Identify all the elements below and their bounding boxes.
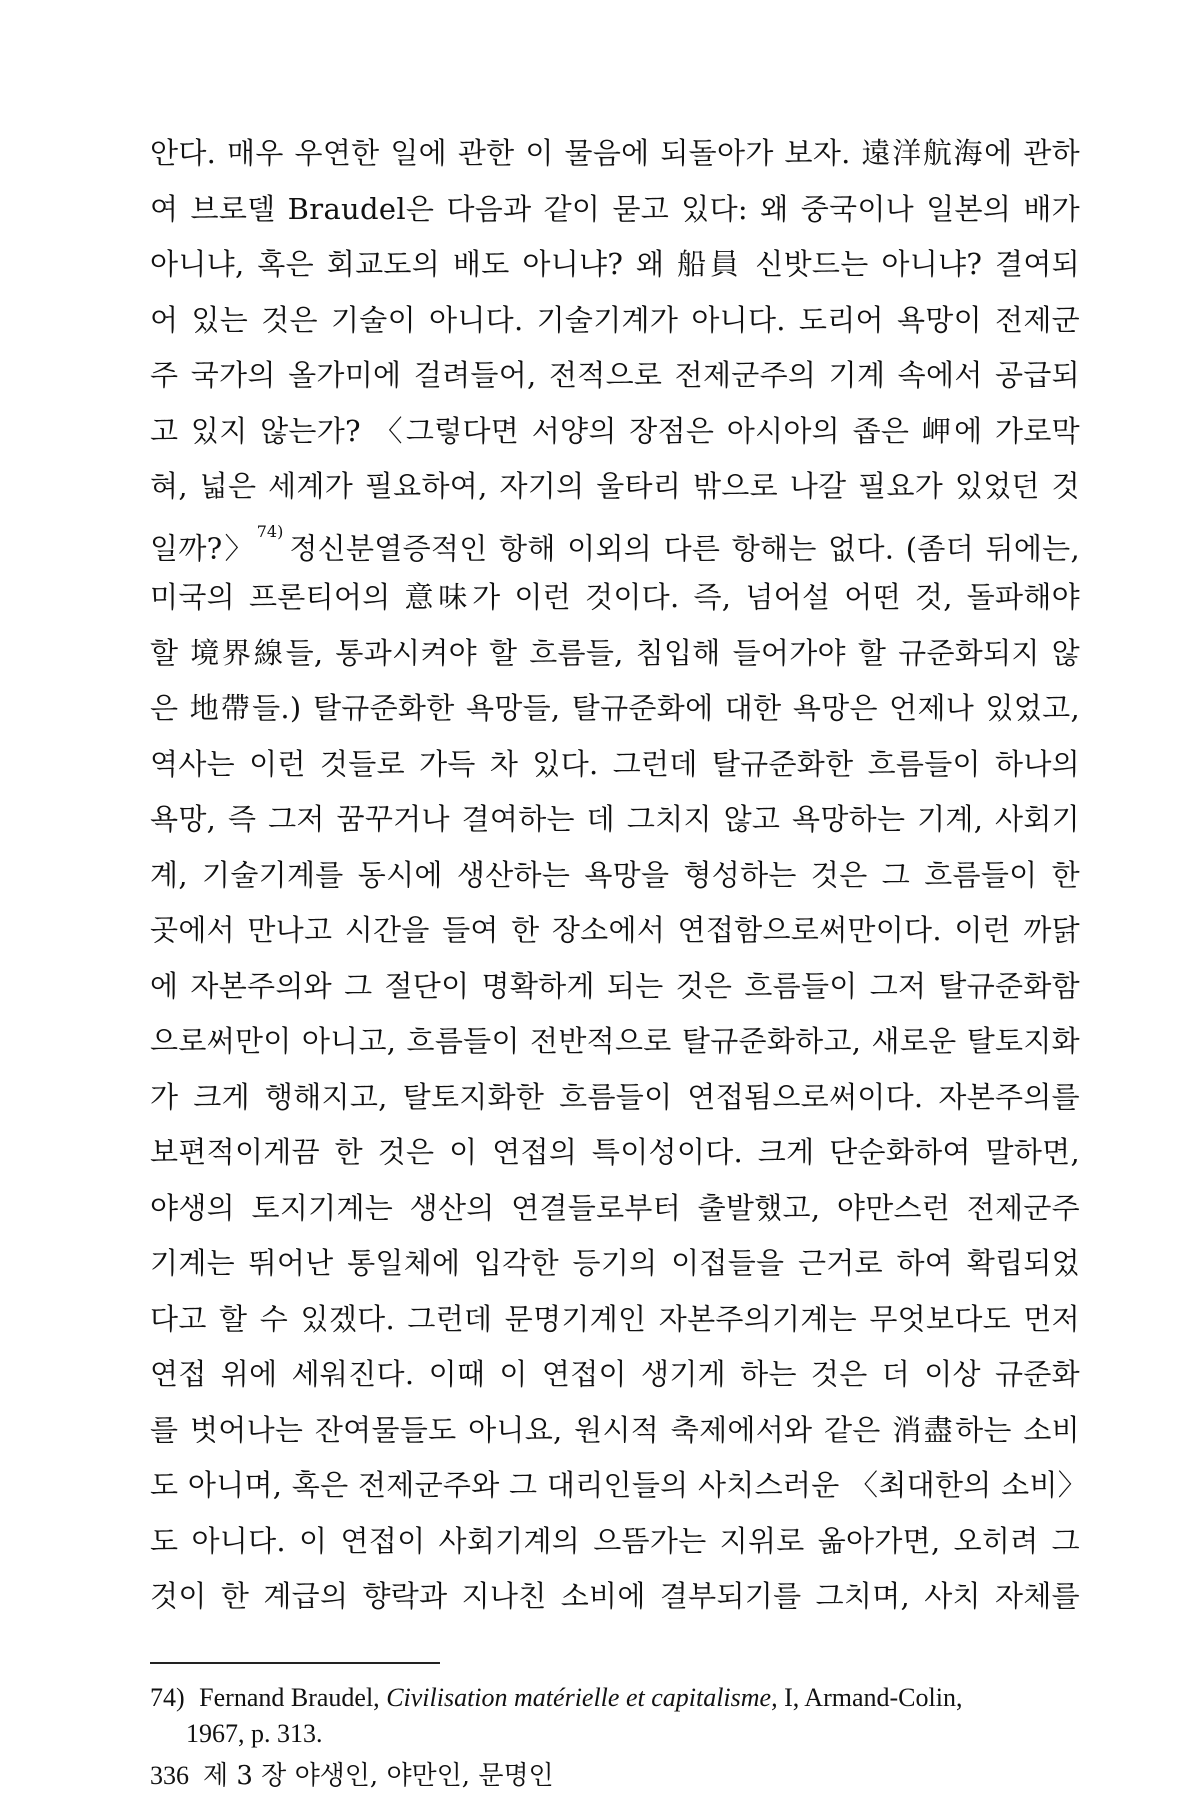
footnote-author: Fernand Braudel, [199,1683,380,1712]
footnote-reference: 74) [256,521,284,541]
text-line: 도 아니다. 이 연접이 사회기계의 으뜸가는 지위로 옮아가면, 오히려 그 [150,1523,1080,1558]
running-chapter-title: 제 3 장 야생인, 야만인, 문명인 [203,1761,554,1791]
text-segment: 정신분열증적인 항해 이외의 다른 항해는 없다. (좀더 뒤에는, [289,531,1080,566]
text-line: 가 크게 행해지고, 탈토지화한 흐름들이 연접됨으로써이다. 자본주의를 [150,1079,1080,1114]
text-line: 으로써만이 아니고, 흐름들이 전반적으로 탈규준화하고, 새로운 탈토지화 [150,1024,1080,1058]
text-line: 역사는 이런 것들로 가득 차 있다. 그런데 탈규준화한 흐름들이 하나의 [150,746,1080,781]
text-segment: 일까?〉 [150,531,256,566]
page-footer [150,1760,554,1792]
text-line: 어 있는 것은 기술이 아니다. 기술기계가 아니다. 도리어 욕망이 전제군 [150,302,1080,337]
page-number: 336 [150,1761,189,1790]
footnote-number: 74) [150,1683,185,1712]
text-line: 계, 기술기계를 동시에 생산하는 욕망을 형성하는 것은 그 흐름들이 한 [150,857,1080,892]
text-line: 은 地帶들.) 탈규준화한 욕망들, 탈규준화에 대한 욕망은 언제나 있었고, [150,691,1080,725]
body-text [150,126,1088,1625]
text-line: 연접 위에 세워진다. 이때 이 연접이 생기게 하는 것은 더 이상 규준화 [150,1357,1080,1391]
text-line: 할 境界線들, 통과시켜야 할 흐름들, 침입해 들어가야 할 규준화되지 않 [150,635,1080,670]
text-line: 아니냐, 혹은 회교도의 배도 아니냐? 왜 船員 신밧드는 아니냐? 결여되 [150,247,1080,281]
footnote-title: Civilisation matérielle et capitalisme, [386,1683,778,1712]
text-line: 곳에서 만나고 시간을 들여 한 장소에서 연접함으로써만이다. 이런 까닭 [150,913,1080,947]
text-line-with-footnote-ref [150,515,1080,571]
text-line: 기계는 뛰어난 통일체에 입각한 등기의 이접들을 근거로 하여 확립되었 [150,1246,1080,1280]
footnote [150,1680,1080,1752]
text-line: 혀, 넓은 세계가 필요하여, 자기의 울타리 밖으로 나갈 필요가 있었던 것 [150,469,1080,503]
text-line: 주 국가의 올가미에 걸려들어, 전적으로 전제군주의 기계 속에서 공급되 [150,358,1080,392]
text-line: 미국의 프론티어의 意味가 이런 것이다. 즉, 넘어설 어떤 것, 돌파해야 [150,580,1080,614]
text-line: 보편적이게끔 한 것은 이 연접의 특이성이다. 크게 단순화하여 말하면, [150,1135,1080,1169]
footnote-divider [150,1662,440,1664]
text-line: 에 자본주의와 그 절단이 명확하게 되는 것은 흐름들이 그저 탈규준화함 [150,968,1080,1003]
text-line: 것이 한 계급의 향락과 지나친 소비에 결부되기를 그치며, 사치 자체를 [150,1579,1080,1613]
footnote-publisher: I, Armand-Colin, [784,1683,963,1712]
text-line: 를 벗어나는 잔여물들도 아니요, 원시적 축제에서와 같은 消盡하는 소비 [150,1412,1080,1447]
footnote-line: 1967, p. 313. [186,1719,323,1748]
footnote-line [150,1680,1080,1716]
text-line: 여 브로델 Braudel은 다음과 같이 묻고 있다: 왜 중국이나 일본의 배가 [150,191,1080,226]
text-line: 다고 할 수 있겠다. 그런데 문명기계인 자본주의기계는 무엇보다도 먼저 [150,1301,1080,1336]
text-line: 야생의 토지기계는 생산의 연결들로부터 출발했고, 야만스런 전제군주 [150,1190,1080,1225]
text-line: 도 아니며, 혹은 전제군주와 그 대리인들의 사치스러운 〈최대한의 소비〉 [150,1468,1088,1502]
text-line: 욕망, 즉 그저 꿈꾸거나 결여하는 데 그치지 않고 욕망하는 기계, 사회기 [150,802,1080,836]
text-line: 고 있지 않는가? 〈그렇다면 서양의 장점은 아시아의 좁은 岬에 가로막 [150,413,1080,448]
text-line: 안다. 매우 우연한 일에 관한 이 물음에 되돌아가 보자. 遠洋航海에 관하 [150,136,1080,170]
